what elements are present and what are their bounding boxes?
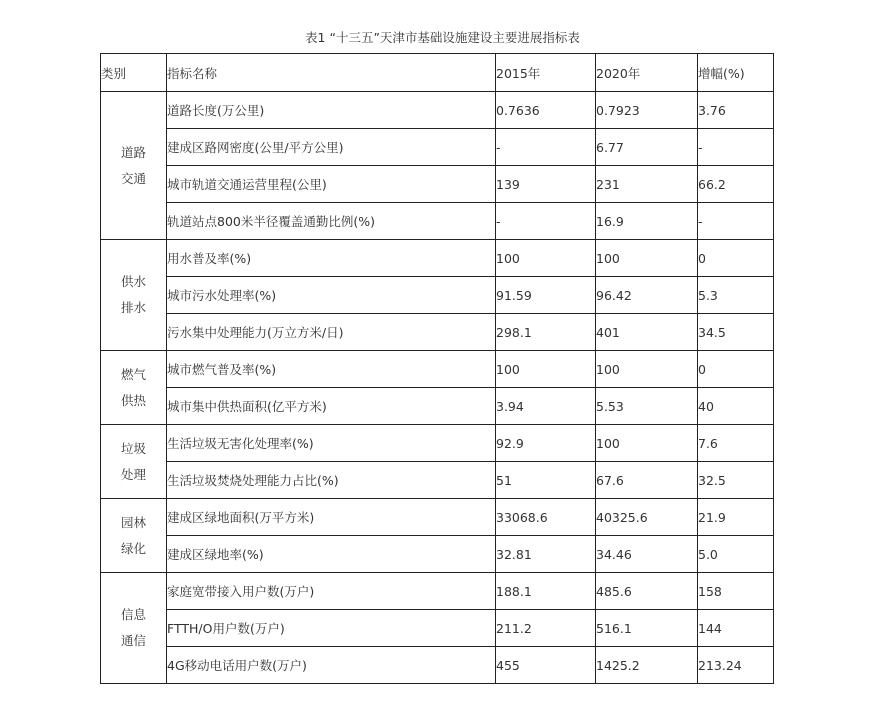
indicator-name-cell: 污水集中处理能力(万立方米/日): [167, 314, 496, 351]
value-2015-cell: 33068.6: [496, 499, 596, 536]
category-cell: [101, 425, 167, 499]
table-row: [101, 351, 774, 388]
value-2020-cell: 34.46: [596, 536, 698, 573]
table-caption: 表1 “十三五”天津市基础设施建设主要进展指标表: [305, 30, 580, 45]
increase-cell: -: [698, 203, 774, 240]
category-label: 通信: [120, 633, 146, 648]
category-cell: [101, 92, 167, 240]
value-2015-cell: 51: [496, 462, 596, 499]
increase-cell: 66.2: [698, 166, 774, 203]
value-2020-cell: 100: [596, 351, 698, 388]
header-category: 类别: [101, 54, 167, 92]
indicator-name-cell: 城市燃气普及率(%): [167, 351, 496, 388]
category-label: 信息: [120, 607, 146, 622]
header-row: [101, 54, 774, 92]
table-row: [101, 129, 774, 166]
indicator-name-cell: 建成区路网密度(公里/平方公里): [167, 129, 496, 166]
value-2015-cell: 455: [496, 647, 596, 684]
value-2020-cell: 485.6: [596, 573, 698, 610]
indicator-name-cell: 生活垃圾无害化处理率(%): [167, 425, 496, 462]
increase-cell: -: [698, 129, 774, 166]
table-row: [101, 92, 774, 129]
value-2020-cell: 1425.2: [596, 647, 698, 684]
category-label: 道路: [120, 144, 146, 160]
table-body: [101, 92, 774, 684]
value-2020-cell: 401: [596, 314, 698, 351]
indicator-name-cell: 道路长度(万公里): [167, 92, 496, 129]
increase-cell: 158: [698, 573, 774, 610]
value-2020-cell: 96.42: [596, 277, 698, 314]
indicator-name-cell: FTTH/O用户数(万户): [167, 610, 496, 647]
indicator-name-cell: 城市集中供热面积(亿平方米): [167, 388, 496, 425]
category-cell: [101, 499, 167, 573]
category-label: 园林: [120, 514, 146, 530]
table-row: [101, 388, 774, 425]
value-2015-cell: 91.59: [496, 277, 596, 314]
value-2020-cell: 0.7923: [596, 92, 698, 129]
table-row: [101, 610, 774, 647]
value-2020-cell: 231: [596, 166, 698, 203]
value-2015-cell: 211.2: [496, 610, 596, 647]
indicator-name-cell: 生活垃圾焚烧处理能力占比(%): [167, 462, 496, 499]
value-2020-cell: 100: [596, 425, 698, 462]
value-2015-cell: 100: [496, 351, 596, 388]
header-2020: 2020年: [596, 54, 698, 92]
increase-cell: 144: [698, 610, 774, 647]
indicator-name-cell: 用水普及率(%): [167, 240, 496, 277]
table-row: [101, 240, 774, 277]
category-label: 排水: [120, 300, 146, 315]
value-2015-cell: -: [496, 203, 596, 240]
increase-cell: 34.5: [698, 314, 774, 351]
increase-cell: 32.5: [698, 462, 774, 499]
indicator-name-cell: 家庭宽带接入用户数(万户): [167, 573, 496, 610]
value-2015-cell: 32.81: [496, 536, 596, 573]
value-2020-cell: 100: [596, 240, 698, 277]
value-2020-cell: 16.9: [596, 203, 698, 240]
value-2015-cell: 298.1: [496, 314, 596, 351]
table-row: [101, 314, 774, 351]
value-2015-cell: 92.9: [496, 425, 596, 462]
indicator-table: [100, 53, 774, 684]
increase-cell: 0: [698, 240, 774, 277]
value-2015-cell: 100: [496, 240, 596, 277]
value-2020-cell: 5.53: [596, 388, 698, 425]
increase-cell: 7.6: [698, 425, 774, 462]
increase-cell: 21.9: [698, 499, 774, 536]
value-2020-cell: 67.6: [596, 462, 698, 499]
table-row: [101, 573, 774, 610]
value-2020-cell: 40325.6: [596, 499, 698, 536]
increase-cell: 213.24: [698, 647, 774, 684]
value-2015-cell: 188.1: [496, 573, 596, 610]
table-row: [101, 203, 774, 240]
indicator-name-cell: 轨道站点800米半径覆盖通勤比例(%): [167, 203, 496, 240]
table-row: [101, 499, 774, 536]
value-2015-cell: 139: [496, 166, 596, 203]
value-2015-cell: 0.7636: [496, 92, 596, 129]
increase-cell: 0: [698, 351, 774, 388]
header-indicator: 指标名称: [167, 54, 496, 92]
increase-cell: 5.0: [698, 536, 774, 573]
indicator-name-cell: 4G移动电话用户数(万户): [167, 647, 496, 684]
indicator-name-cell: 建成区绿地率(%): [167, 536, 496, 573]
table-row: [101, 166, 774, 203]
increase-cell: 5.3: [698, 277, 774, 314]
table-row: [101, 647, 774, 684]
indicator-name-cell: 城市轨道交通运营里程(公里): [167, 166, 496, 203]
category-label: 绿化: [120, 540, 146, 556]
header-increase: 增幅(%): [698, 54, 774, 92]
table-row: [101, 425, 774, 462]
value-2015-cell: 3.94: [496, 388, 596, 425]
value-2015-cell: -: [496, 129, 596, 166]
category-label: 燃气: [120, 366, 146, 382]
category-cell: [101, 351, 167, 425]
category-label: 供水: [120, 274, 146, 289]
value-2020-cell: 516.1: [596, 610, 698, 647]
category-label: 交通: [120, 170, 146, 186]
category-label: 供热: [120, 392, 146, 408]
category-label: 处理: [120, 466, 146, 482]
category-cell: [101, 240, 167, 351]
table-row: [101, 536, 774, 573]
increase-cell: 3.76: [698, 92, 774, 129]
value-2020-cell: 6.77: [596, 129, 698, 166]
table-row: [101, 462, 774, 499]
category-label: 垃圾: [120, 440, 146, 456]
indicator-name-cell: 城市污水处理率(%): [167, 277, 496, 314]
table-row: [101, 277, 774, 314]
indicator-name-cell: 建成区绿地面积(万平方米): [167, 499, 496, 536]
increase-cell: 40: [698, 388, 774, 425]
category-cell: [101, 573, 167, 684]
header-2015: 2015年: [496, 54, 596, 92]
